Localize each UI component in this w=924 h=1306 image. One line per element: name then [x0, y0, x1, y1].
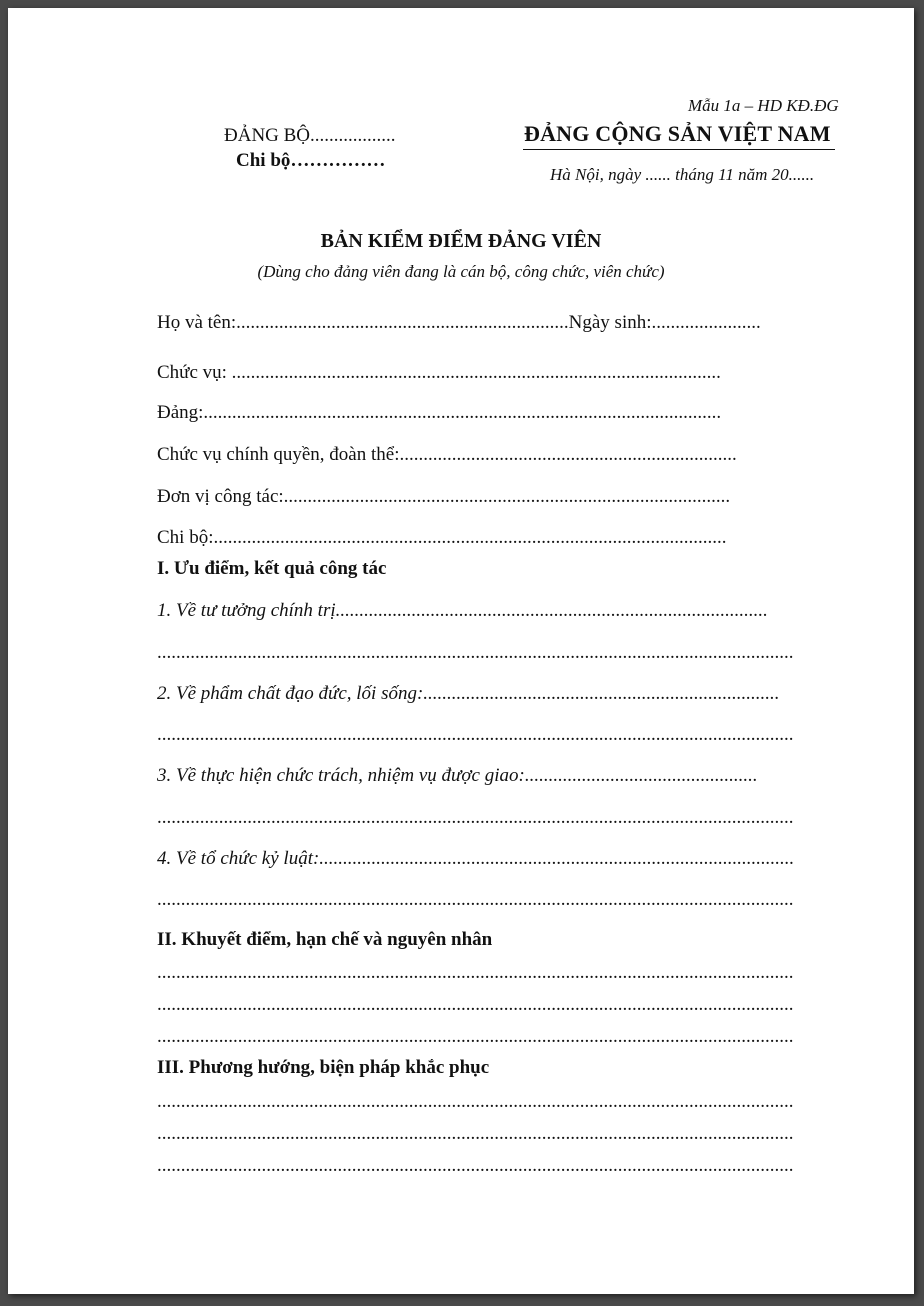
date-line: Hà Nội, ngày ...... tháng 11 năm 20......: [550, 165, 815, 184]
party-committee: ĐẢNG BỘ..................: [224, 125, 396, 146]
section-1-heading: I. Ưu điểm, kết quả công tác: [157, 558, 387, 579]
document-page: [8, 8, 914, 1294]
position-field[interactable]: Chức vụ: .......................................................................................................: [157, 362, 721, 383]
name-birthdate-field[interactable]: Họ và tên:......................................................................Ngày sinh:.......................: [157, 312, 761, 333]
item-political-ideology[interactable]: 1. Về tư tưởng chính trị...........................................................................................: [157, 600, 768, 621]
cell-field[interactable]: Chi bộ:............................................................................................................: [157, 527, 727, 548]
workplace-field[interactable]: Đơn vị công tác:..............................................................................................: [157, 486, 731, 507]
party-field[interactable]: Đảng:.............................................................................................................: [157, 402, 722, 423]
section-2-heading: II. Khuyết điểm, hạn chế và nguyên nhân: [157, 929, 493, 950]
party-name: ĐẢNG CỘNG SẢN VIỆT NAM: [524, 121, 831, 146]
item-ethics-lifestyle[interactable]: 2. Về phẩm chất đạo đức, lối sống:...........................................................................: [157, 683, 780, 704]
item-duties[interactable]: 3. Về thực hiện chức trách, nhiệm vụ được giao:.................................................: [157, 765, 758, 786]
blank-line[interactable]: ......................................................................................................................................: [157, 807, 794, 828]
document-subtitle: (Dùng cho đảng viên đang là cán bộ, công chức, viên chức): [257, 262, 665, 281]
blank-line[interactable]: ......................................................................................................................................: [157, 1155, 794, 1176]
item-discipline[interactable]: 4. Về tổ chức kỷ luật:....................................................................................................: [157, 848, 795, 869]
party-name-underline: [523, 149, 835, 150]
blank-line[interactable]: ......................................................................................................................................: [157, 642, 794, 663]
blank-line[interactable]: ......................................................................................................................................: [157, 1026, 794, 1047]
blank-line[interactable]: ......................................................................................................................................: [157, 994, 794, 1015]
document-title: BẢN KIỂM ĐIỂM ĐẢNG VIÊN: [320, 230, 602, 252]
blank-line[interactable]: ......................................................................................................................................: [157, 724, 794, 745]
blank-line[interactable]: ......................................................................................................................................: [157, 1123, 794, 1144]
blank-line[interactable]: ......................................................................................................................................: [157, 1091, 794, 1112]
gov-position-field[interactable]: Chức vụ chính quyền, đoàn thể:.......................................................................: [157, 444, 737, 465]
party-cell: Chi bộ……………: [236, 150, 386, 171]
form-code: Mẫu 1a – HD KĐ.ĐG: [688, 96, 839, 115]
blank-line[interactable]: ......................................................................................................................................: [157, 962, 794, 983]
blank-line[interactable]: ......................................................................................................................................: [157, 889, 794, 910]
section-3-heading: III. Phương hướng, biện pháp khắc phục: [157, 1057, 490, 1078]
